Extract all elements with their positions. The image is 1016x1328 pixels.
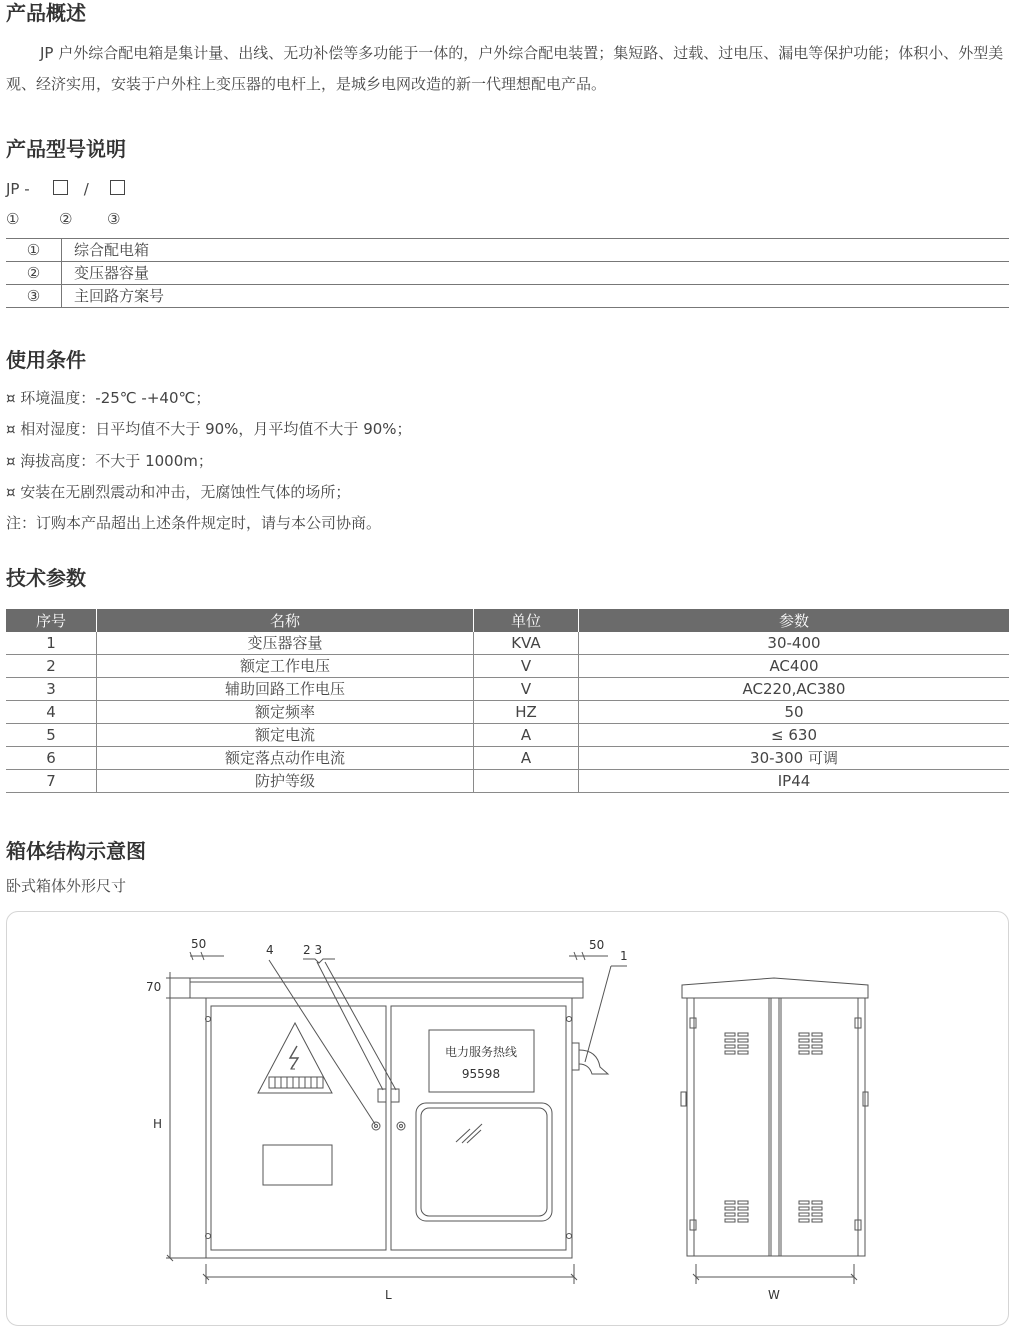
param-unit: V	[474, 678, 579, 701]
table-row	[6, 747, 1009, 770]
param-index: 5	[6, 724, 97, 747]
param-index: 6	[6, 747, 97, 770]
param-value: IP44	[579, 770, 1010, 793]
label-plate	[263, 1145, 332, 1185]
param-name: 变压器容量	[97, 632, 474, 655]
hotline-sign-title: 电力服务热线	[444, 1045, 518, 1059]
model-prefix: JP -	[6, 180, 30, 198]
param-name: 额定落点动作电流	[97, 747, 474, 770]
callout-1: 1	[620, 949, 628, 963]
param-name: 辅助回路工作电压	[97, 678, 474, 701]
param-unit: KVA	[474, 632, 579, 655]
param-index: 4	[6, 701, 97, 724]
overview-paragraph: JP 户外综合配电箱是集计量、出线、无功补偿等多功能于一体的，户外综合配电装置；集短路、过载、过电压、漏电等保护功能；体积小、外型美观、经济实用，安装于户外柱上变压器的电杆上，是城乡电网改造的新一代理想配电产品。	[6, 44, 1004, 93]
conditions-title: 使用条件	[6, 348, 86, 372]
param-index: 1	[6, 632, 97, 655]
model-row-num: ②	[6, 262, 62, 285]
param-name: 防护等级	[97, 770, 474, 793]
table-row	[6, 632, 1009, 655]
dim-70: 70	[146, 980, 162, 994]
condition-note: 注：订购本产品超出上述条件规定时，请与本公司协商。	[6, 514, 382, 532]
model-marker-3: ③	[107, 210, 121, 228]
warning-sign-icon	[258, 1023, 332, 1093]
model-row-num: ①	[6, 239, 62, 262]
vent-grille-icon	[725, 1033, 822, 1222]
model-box-2	[110, 180, 125, 195]
dim-W: W	[768, 1288, 780, 1302]
hotline-sign-number: 95598	[461, 1067, 501, 1081]
dim-50-left: 50	[191, 937, 207, 951]
viewing-window	[416, 1103, 552, 1221]
lock-icon	[391, 1089, 399, 1102]
dim-L: L	[385, 1288, 392, 1302]
table-header-row	[6, 609, 1009, 632]
table-row	[6, 285, 1009, 308]
param-index: 7	[6, 770, 97, 793]
overview-text	[6, 38, 1010, 100]
param-index: 3	[6, 678, 97, 701]
param-unit	[474, 770, 579, 793]
header-unit: 单位	[474, 609, 579, 632]
param-name: 额定频率	[97, 701, 474, 724]
params-title: 技术参数	[6, 566, 86, 590]
param-value: 30-400	[579, 632, 1010, 655]
side-roof	[682, 978, 868, 998]
param-name: 额定工作电压	[97, 655, 474, 678]
model-row-num: ③	[6, 285, 62, 308]
hotline-sign	[429, 1030, 534, 1092]
param-name: 额定电流	[97, 724, 474, 747]
model-row-desc: 变压器容量	[62, 262, 1010, 285]
param-value: AC220,AC380	[579, 678, 1010, 701]
callout-4: 4	[266, 943, 274, 957]
param-unit: V	[474, 655, 579, 678]
side-view	[681, 978, 868, 1302]
front-view	[146, 937, 628, 1302]
model-box-1	[53, 180, 68, 195]
params-table	[6, 609, 1009, 793]
condition-item: ¤ 海拔高度：不大于 1000m；	[6, 452, 213, 470]
param-value: AC400	[579, 655, 1010, 678]
header-value: 参数	[579, 609, 1010, 632]
model-code-line	[6, 180, 125, 198]
param-unit: A	[474, 724, 579, 747]
model-marker-1: ①	[6, 210, 20, 228]
param-unit: HZ	[474, 701, 579, 724]
param-value: ≤ 630	[579, 724, 1010, 747]
param-value: 50	[579, 701, 1010, 724]
table-row	[6, 655, 1009, 678]
box-drawing	[7, 912, 1008, 1325]
model-row-desc: 综合配电箱	[62, 239, 1010, 262]
lock-icon	[378, 1089, 386, 1102]
dim-50-right: 50	[589, 938, 605, 952]
model-slash: /	[83, 180, 89, 198]
param-index: 2	[6, 655, 97, 678]
table-row	[6, 262, 1009, 285]
header-name: 名称	[97, 609, 474, 632]
condition-item: ¤ 相对湿度：日平均值不大于 90%，月平均值不大于 90%；	[6, 420, 412, 438]
roof	[190, 978, 583, 998]
model-title: 产品型号说明	[6, 137, 126, 161]
param-unit: A	[474, 747, 579, 770]
callout-2-3: 2 3	[303, 943, 323, 957]
structure-subtitle: 卧式箱体外形尺寸	[6, 877, 127, 895]
model-row-desc: 主回路方案号	[62, 285, 1010, 308]
left-door	[211, 1006, 386, 1250]
dim-H: H	[153, 1117, 163, 1131]
vent-pipe-icon	[572, 1043, 579, 1070]
side-body	[687, 998, 865, 1256]
table-row	[6, 678, 1009, 701]
table-row	[6, 701, 1009, 724]
condition-item: ¤ 安装在无剧烈震动和冲击，无腐蚀性气体的场所；	[6, 483, 351, 501]
table-row	[6, 239, 1009, 262]
model-marker-2: ②	[59, 210, 73, 228]
table-row	[6, 770, 1009, 793]
table-row	[6, 724, 1009, 747]
overview-title: 产品概述	[6, 1, 86, 25]
condition-item: ¤ 环境温度：-25℃ -+40℃；	[6, 389, 211, 407]
param-value: 30-300 可调	[579, 747, 1010, 770]
structure-title: 箱体结构示意图	[6, 839, 146, 863]
structure-diagram	[6, 911, 1009, 1326]
cabinet-body	[206, 998, 572, 1258]
model-table	[6, 238, 1009, 308]
header-index: 序号	[6, 609, 97, 632]
